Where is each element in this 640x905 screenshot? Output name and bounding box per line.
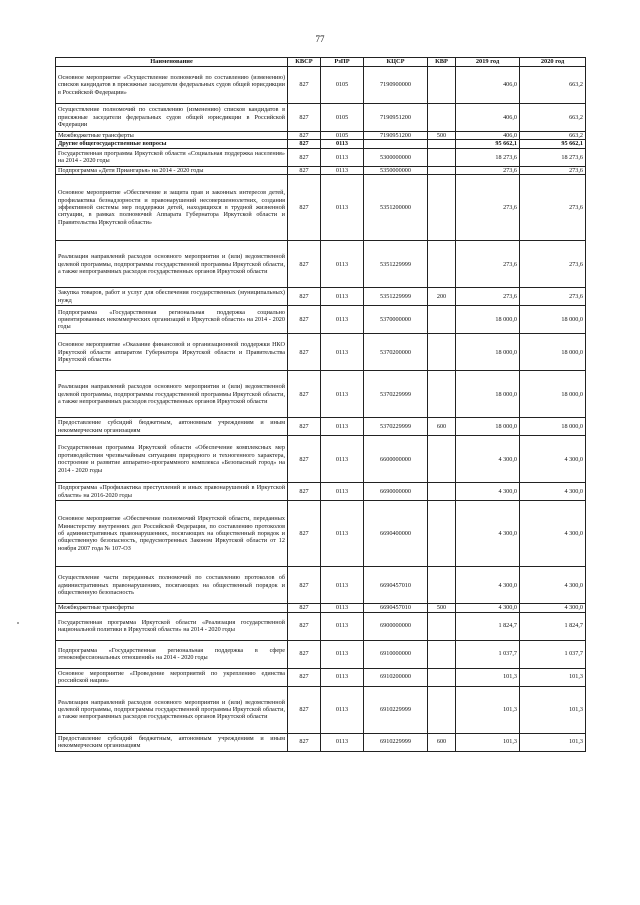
row-kvsr: 827 — [288, 288, 321, 306]
row-kvr — [428, 436, 456, 483]
row-2019: 4 300,0 — [456, 567, 520, 604]
row-2019: 101,3 — [456, 668, 520, 686]
row-kcsr: 6690000000 — [364, 483, 428, 501]
row-kvr — [428, 334, 456, 371]
row-2020: 663,2 — [520, 67, 586, 104]
row-kvsr: 827 — [288, 241, 321, 288]
row-rzpr: 0113 — [321, 640, 364, 668]
row-kvsr: 827 — [288, 436, 321, 483]
row-2019: 4 300,0 — [456, 436, 520, 483]
row-kvsr: 827 — [288, 733, 321, 751]
row-kvr — [428, 148, 456, 166]
row-2020: 4 300,0 — [520, 436, 586, 483]
table-row — [56, 418, 586, 436]
row-2019: 406,0 — [456, 67, 520, 104]
row-2020: 1 037,7 — [520, 640, 586, 668]
row-name: Реализация направлений расходов основного мероприятия и (или) ведомственной целевой программы, подпрограммы государственной программы Иркутской области, а также непрограммных расходов государственных органов Иркутской области — [56, 686, 288, 733]
row-2020: 18 000,0 — [520, 418, 586, 436]
row-2020: 273,6 — [520, 166, 586, 174]
row-kcsr: 5351229999 — [364, 288, 428, 306]
row-kcsr: 6910000000 — [364, 640, 428, 668]
table-row — [56, 371, 586, 418]
table-row — [56, 567, 586, 604]
row-2020: 273,6 — [520, 288, 586, 306]
row-kvr — [428, 241, 456, 288]
row-2019: 18 000,0 — [456, 418, 520, 436]
row-name: Подпрограмма «Государственная региональная поддержка социально ориентированных некоммерческих организаций в Иркутской области» на 2014 - 2020 годы — [56, 306, 288, 334]
row-2019: 406,0 — [456, 104, 520, 132]
row-kvsr: 827 — [288, 640, 321, 668]
row-2019: 273,6 — [456, 166, 520, 174]
row-kvr — [428, 686, 456, 733]
row-kvr — [428, 567, 456, 604]
row-kvsr: 827 — [288, 334, 321, 371]
row-kvr — [428, 371, 456, 418]
row-rzpr: 0113 — [321, 733, 364, 751]
row-2019: 273,6 — [456, 288, 520, 306]
table-header-row — [56, 58, 586, 67]
row-kvsr: 827 — [288, 104, 321, 132]
row-rzpr: 0113 — [321, 436, 364, 483]
row-kvr — [428, 483, 456, 501]
row-kvsr: 827 — [288, 166, 321, 174]
row-rzpr: 0113 — [321, 483, 364, 501]
row-2019: 4 300,0 — [456, 604, 520, 612]
scan-speck — [17, 622, 19, 624]
row-name: Подпрограмма «Дети Приангарья» на 2014 - 2020 годы — [56, 166, 288, 174]
table-row — [56, 148, 586, 166]
row-kcsr: 7190900000 — [364, 67, 428, 104]
row-kcsr: 6690457010 — [364, 604, 428, 612]
row-2020: 273,6 — [520, 241, 586, 288]
table-row — [56, 668, 586, 686]
budget-table — [55, 57, 586, 752]
header-2019: 2019 год — [456, 58, 520, 67]
row-2020: 4 300,0 — [520, 567, 586, 604]
row-rzpr: 0113 — [321, 288, 364, 306]
row-kcsr: 6690400000 — [364, 501, 428, 567]
row-kvr: 200 — [428, 288, 456, 306]
row-kvr — [428, 166, 456, 174]
table-row — [56, 104, 586, 132]
row-rzpr: 0113 — [321, 501, 364, 567]
row-rzpr: 0113 — [321, 306, 364, 334]
row-rzpr: 0105 — [321, 67, 364, 104]
row-rzpr: 0113 — [321, 612, 364, 640]
row-name: Государственная программа Иркутской области «Социальная поддержка населения» на 2014 - 2020 годы — [56, 148, 288, 166]
row-2019: 101,3 — [456, 733, 520, 751]
row-kvr — [428, 501, 456, 567]
row-name: Основное мероприятие «Обеспечение полномочий Иркутской области, переданных Министерству внутренних дел Российской Федерации, по составлению протоколов об административных правонарушениях, посягающих на общественный порядок и общественную безопасность, предусмотренных Законом Иркутской области от 12 ноября 2007 года № 107-ОЗ — [56, 501, 288, 567]
row-kcsr: 5370229999 — [364, 418, 428, 436]
row-kcsr — [364, 140, 428, 148]
row-2020: 663,2 — [520, 104, 586, 132]
row-rzpr: 0113 — [321, 668, 364, 686]
row-kcsr: 7190951200 — [364, 132, 428, 140]
row-kcsr: 6910200000 — [364, 668, 428, 686]
table-row — [56, 733, 586, 751]
table-body — [56, 67, 586, 752]
row-kvr: 500 — [428, 604, 456, 612]
row-2020: 4 300,0 — [520, 501, 586, 567]
row-2020: 18 273,6 — [520, 148, 586, 166]
row-kvsr: 827 — [288, 612, 321, 640]
row-rzpr: 0113 — [321, 371, 364, 418]
row-kcsr: 7190951200 — [364, 104, 428, 132]
row-kcsr: 5350000000 — [364, 166, 428, 174]
row-2019: 95 662,1 — [456, 140, 520, 148]
row-2020: 4 300,0 — [520, 483, 586, 501]
row-kvsr: 827 — [288, 67, 321, 104]
row-name: Основное мероприятие «Проведение мероприятий по укреплению единства российской нации» — [56, 668, 288, 686]
row-name: Предоставление субсидий бюджетным, автономным учреждениям и иным некоммерческим организациям — [56, 418, 288, 436]
row-2019: 4 300,0 — [456, 483, 520, 501]
header-kcsr: КЦСР — [364, 58, 428, 67]
row-kvr — [428, 67, 456, 104]
table-row — [56, 640, 586, 668]
row-2019: 273,6 — [456, 241, 520, 288]
row-kvsr: 827 — [288, 483, 321, 501]
row-name: Другие общегосударственные вопросы — [56, 140, 288, 148]
row-kvsr: 827 — [288, 371, 321, 418]
row-2020: 101,3 — [520, 668, 586, 686]
row-kvsr: 827 — [288, 501, 321, 567]
table-row — [56, 334, 586, 371]
row-kcsr: 6900000000 — [364, 612, 428, 640]
row-kvsr: 827 — [288, 132, 321, 140]
table-row — [56, 604, 586, 612]
table-row — [56, 612, 586, 640]
header-name: Наименование — [56, 58, 288, 67]
row-2019: 406,0 — [456, 132, 520, 140]
row-kcsr: 6910229999 — [364, 686, 428, 733]
row-name: Основное мероприятие «Обеспечение и защита прав и законных интересов детей, профилактика безнадзорности и правонарушений несовершеннолетних, создания эффективной системы мер поддержки детей, находящихся в трудной жизненной ситуации, в рамках полномочий Аппарата Губернатора Иркутской области и Правительства Иркутской области» — [56, 175, 288, 241]
header-2020: 2020 год — [520, 58, 586, 67]
row-2019: 1 824,7 — [456, 612, 520, 640]
row-name: Закупка товаров, работ и услуг для обеспечения государственных (муниципальных) нужд — [56, 288, 288, 306]
row-kvr — [428, 668, 456, 686]
row-2019: 1 037,7 — [456, 640, 520, 668]
row-kcsr: 5300000000 — [364, 148, 428, 166]
row-kvsr: 827 — [288, 306, 321, 334]
row-2019: 101,3 — [456, 686, 520, 733]
header-kvsr: КВСР — [288, 58, 321, 67]
table-row — [56, 501, 586, 567]
row-2019: 18 000,0 — [456, 306, 520, 334]
row-kvr — [428, 612, 456, 640]
row-rzpr: 0113 — [321, 140, 364, 148]
table-row — [56, 483, 586, 501]
row-kvr: 500 — [428, 132, 456, 140]
row-kcsr: 6910229999 — [364, 733, 428, 751]
table-row — [56, 175, 586, 241]
row-kcsr: 5351229999 — [364, 241, 428, 288]
row-2020: 273,6 — [520, 175, 586, 241]
row-name: Подпрограмма «Государственная региональная поддержка в сфере этноконфессиональных отношений» на 2014 - 2020 годы — [56, 640, 288, 668]
row-2020: 101,3 — [520, 686, 586, 733]
row-kcsr: 5370000000 — [364, 306, 428, 334]
row-name: Государственная программа Иркутской области «Обеспечение комплексных мер противодействия чрезвычайным ситуациям природного и техногенного характера, построение и развитие аппаратно-программного комплекса «Безопасный город» на 2014 - 2020 годы — [56, 436, 288, 483]
row-kvr — [428, 306, 456, 334]
row-2019: 273,6 — [456, 175, 520, 241]
table-row — [56, 140, 586, 148]
row-name: Межбюджетные трансферты — [56, 604, 288, 612]
row-rzpr: 0113 — [321, 686, 364, 733]
row-name: Государственная программа Иркутской области «Реализация государственной национальной политики в Иркутской области» на 2014 - 2020 годы — [56, 612, 288, 640]
row-rzpr: 0113 — [321, 418, 364, 436]
row-rzpr: 0113 — [321, 334, 364, 371]
row-kvsr: 827 — [288, 175, 321, 241]
row-rzpr: 0113 — [321, 148, 364, 166]
row-2020: 18 000,0 — [520, 371, 586, 418]
row-rzpr: 0113 — [321, 604, 364, 612]
row-kvr: 600 — [428, 733, 456, 751]
row-name: Осуществление полномочий по составлению (изменению) списков кандидатов в присяжные заседатели федеральных судов общей юрисдикции в Российской Федерации — [56, 104, 288, 132]
page-number: 77 — [315, 34, 325, 44]
table-row — [56, 306, 586, 334]
row-kcsr: 5351200000 — [364, 175, 428, 241]
row-kcsr: 6600000000 — [364, 436, 428, 483]
row-kvsr: 827 — [288, 148, 321, 166]
row-name: Межбюджетные трансферты — [56, 132, 288, 140]
row-2019: 18 000,0 — [456, 371, 520, 418]
row-2019: 4 300,0 — [456, 501, 520, 567]
table-row — [56, 166, 586, 174]
row-rzpr: 0105 — [321, 132, 364, 140]
table-row — [56, 686, 586, 733]
row-kvr — [428, 175, 456, 241]
row-name: Основное мероприятие «Осуществление полномочий по составлению (изменению) списков кандидатов в присяжные заседатели федеральных судов общей юрисдикции в Российской Федерации» — [56, 67, 288, 104]
row-kvsr: 827 — [288, 604, 321, 612]
row-2020: 18 000,0 — [520, 306, 586, 334]
table-row — [56, 241, 586, 288]
row-kvsr: 827 — [288, 140, 321, 148]
row-2020: 663,2 — [520, 132, 586, 140]
table-row — [56, 436, 586, 483]
row-name: Реализация направлений расходов основного мероприятия и (или) ведомственной целевой программы, подпрограммы государственной программы Иркутской области, а также непрограммных расходов государственных органов Иркутской области — [56, 371, 288, 418]
row-kcsr: 5370200000 — [364, 334, 428, 371]
row-kvr — [428, 640, 456, 668]
row-kvr: 600 — [428, 418, 456, 436]
table-row — [56, 132, 586, 140]
row-kvsr: 827 — [288, 418, 321, 436]
row-2020: 101,3 — [520, 733, 586, 751]
row-name: Подпрограмма «Профилактика преступлений и иных правонарушений в Иркутской области» на 2016-2020 годы — [56, 483, 288, 501]
header-kvr: КВР — [428, 58, 456, 67]
table-row — [56, 67, 586, 104]
row-name: Осуществление части переданных полномочий по составлению протоколов об административных правонарушениях, посягающих на общественный порядок и общественную безопасность — [56, 567, 288, 604]
row-2020: 4 300,0 — [520, 604, 586, 612]
row-kvsr: 827 — [288, 567, 321, 604]
table-row — [56, 288, 586, 306]
row-kvr — [428, 104, 456, 132]
row-rzpr: 0113 — [321, 241, 364, 288]
row-2019: 18 000,0 — [456, 334, 520, 371]
row-2020: 95 662,1 — [520, 140, 586, 148]
row-name: Предоставление субсидий бюджетным, автономным учреждениям и иным некоммерческим организациям — [56, 733, 288, 751]
row-kcsr: 5370229999 — [364, 371, 428, 418]
row-kvsr: 827 — [288, 686, 321, 733]
row-name: Реализация направлений расходов основного мероприятия и (или) ведомственной целевой программы, подпрограммы государственной программы Иркутской области, а также непрограммных расходов государственных органов Иркутской области — [56, 241, 288, 288]
row-rzpr: 0113 — [321, 166, 364, 174]
header-rzpr: РзПР — [321, 58, 364, 67]
row-2019: 18 273,6 — [456, 148, 520, 166]
row-2020: 18 000,0 — [520, 334, 586, 371]
row-rzpr: 0113 — [321, 567, 364, 604]
row-kcsr: 6690457010 — [364, 567, 428, 604]
row-name: Основное мероприятие «Оказание финансовой и организационной поддержки НКО Иркутской области аппаратом Губернатора Иркутской области и Правительства Иркутской области» — [56, 334, 288, 371]
row-rzpr: 0105 — [321, 104, 364, 132]
row-2020: 1 824,7 — [520, 612, 586, 640]
row-kvsr: 827 — [288, 668, 321, 686]
row-rzpr: 0113 — [321, 175, 364, 241]
row-kvr — [428, 140, 456, 148]
